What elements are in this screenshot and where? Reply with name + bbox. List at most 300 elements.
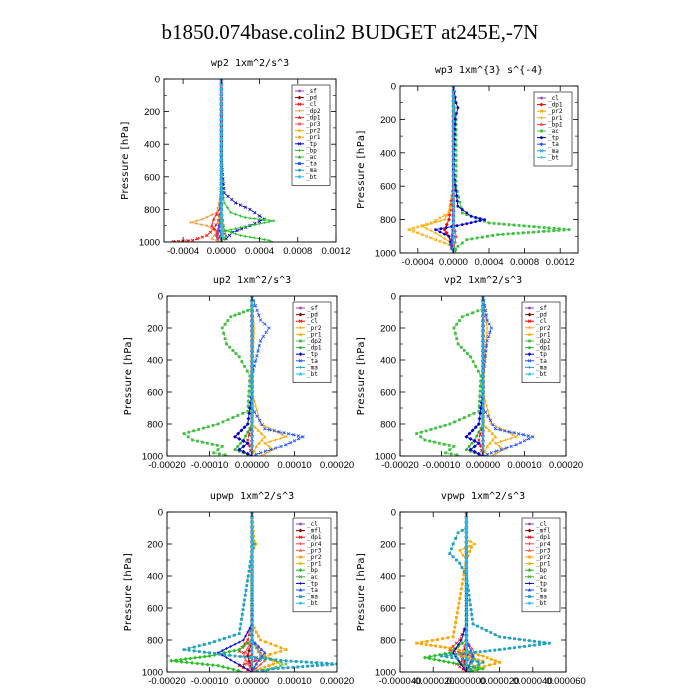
data-point <box>472 623 475 626</box>
legend <box>292 85 330 185</box>
data-point <box>465 616 468 619</box>
data-point <box>538 641 541 644</box>
chart-panel-5 <box>123 491 354 687</box>
data-point <box>453 626 456 629</box>
data-point <box>454 621 457 624</box>
legend-marker <box>528 562 531 565</box>
data-point <box>503 636 506 639</box>
data-point <box>518 646 521 649</box>
legend-label: _bp <box>307 567 318 575</box>
data-point <box>305 661 308 664</box>
legend-label: _cl <box>536 318 547 326</box>
y-tick-label: 1000 <box>141 667 163 679</box>
data-point <box>193 649 196 652</box>
legend-label: _ma <box>548 147 559 155</box>
data-point <box>415 432 418 435</box>
legend-label: _dp1 <box>307 534 322 542</box>
data-point <box>465 621 468 624</box>
data-point <box>218 639 221 642</box>
data-point <box>468 414 471 417</box>
chart-panel-1 <box>120 58 351 257</box>
data-point <box>508 637 511 640</box>
data-point <box>217 448 220 451</box>
data-point <box>251 621 254 624</box>
data-point <box>468 594 471 597</box>
data-point <box>208 654 212 658</box>
data-point <box>455 337 458 340</box>
y-tick-label: 800 <box>147 635 163 647</box>
legend-label: _dp2 <box>536 338 551 345</box>
y-tick-label: 200 <box>147 323 163 335</box>
data-point <box>483 665 486 668</box>
data-point <box>493 662 496 665</box>
data-point <box>234 655 237 658</box>
data-point <box>444 451 447 454</box>
data-point <box>461 212 464 215</box>
data-point <box>216 664 220 668</box>
legend <box>293 302 331 383</box>
data-point <box>231 667 235 671</box>
data-point <box>428 440 431 443</box>
legend-label: _pr1 <box>307 331 322 339</box>
data-point <box>470 613 473 616</box>
data-point <box>447 660 451 664</box>
data-point <box>251 521 254 524</box>
data-point <box>523 645 526 648</box>
data-point <box>300 660 303 663</box>
legend-label: _bt <box>307 600 318 608</box>
data-point <box>223 637 226 640</box>
data-point <box>229 228 232 231</box>
data-point <box>548 227 551 230</box>
x-tick-label: 0.0004 <box>245 246 275 257</box>
data-point <box>195 662 199 666</box>
x-tick-label: 0.0000 <box>206 246 236 257</box>
data-point <box>448 647 451 650</box>
data-point <box>450 656 453 659</box>
data-point <box>239 627 242 630</box>
y-tick-label: 200 <box>147 539 163 551</box>
legend-marker <box>540 97 543 100</box>
data-point <box>236 414 239 417</box>
data-point <box>238 355 241 358</box>
x-tick-label: 0.000060 <box>546 676 586 687</box>
legend-label: _dp1 <box>536 344 551 352</box>
data-point <box>456 657 459 660</box>
legend-marker <box>299 307 302 310</box>
legend-marker <box>299 562 302 565</box>
data-point <box>454 332 457 335</box>
data-point <box>513 637 516 640</box>
legend-label: _pr3 <box>536 547 551 555</box>
data-point <box>477 653 480 656</box>
series-line-bp <box>171 512 252 672</box>
data-point <box>431 639 434 642</box>
data-point <box>458 649 461 652</box>
data-point <box>461 529 464 532</box>
legend-label: _pr2 <box>536 324 551 332</box>
data-point <box>239 442 242 445</box>
data-point <box>533 644 536 647</box>
data-point <box>326 663 329 666</box>
data-point <box>465 521 468 524</box>
data-point <box>274 439 277 442</box>
x-tick-label: 0.00000 <box>465 460 501 471</box>
data-point <box>490 327 493 330</box>
data-point <box>237 437 241 441</box>
data-point <box>441 637 444 640</box>
data-point <box>263 427 266 430</box>
data-point <box>465 566 468 569</box>
data-point <box>251 626 254 629</box>
data-point <box>201 218 204 221</box>
data-point <box>224 323 227 326</box>
data-point <box>316 664 319 667</box>
series-line-dp2 <box>191 79 222 242</box>
data-point <box>465 631 468 634</box>
data-point <box>254 404 257 407</box>
data-point <box>465 536 468 539</box>
data-point <box>474 220 477 223</box>
legend-label: _bt <box>306 173 317 181</box>
data-point <box>263 238 266 241</box>
data-point <box>240 618 243 621</box>
data-point <box>458 602 461 605</box>
data-point <box>474 651 477 654</box>
data-point <box>198 644 201 647</box>
legend-label: _sf <box>536 305 547 312</box>
legend-label: _pr2 <box>548 108 563 116</box>
data-point <box>445 226 448 229</box>
data-point <box>448 552 451 555</box>
data-point <box>268 239 271 242</box>
data-point <box>213 640 216 643</box>
data-point <box>486 235 489 238</box>
data-point <box>251 576 254 579</box>
data-point <box>455 323 458 326</box>
data-point <box>251 636 254 639</box>
data-point <box>533 640 536 643</box>
data-point <box>452 645 455 648</box>
data-point <box>469 437 473 441</box>
x-tick-label: 0.00010 <box>277 676 312 687</box>
data-point <box>466 313 469 316</box>
x-tick-label: 0.00010 <box>277 460 312 471</box>
legend-label: _cl <box>307 521 318 528</box>
data-point <box>272 667 275 670</box>
data-point <box>465 238 468 241</box>
y-tick-label: 600 <box>147 387 163 399</box>
data-point <box>226 666 230 670</box>
x-tick-label: -0.00010 <box>422 460 461 471</box>
data-point <box>241 360 244 363</box>
data-point <box>485 629 488 632</box>
data-point <box>243 599 246 602</box>
data-point <box>234 448 237 451</box>
legend-marker <box>528 346 531 349</box>
data-point <box>471 618 474 621</box>
series-line-bp <box>221 79 274 242</box>
data-point <box>263 425 266 428</box>
data-point <box>225 343 228 346</box>
x-tick-label: -0.00010 <box>190 460 229 471</box>
legend-label: _ma <box>306 167 317 175</box>
data-point <box>452 543 455 546</box>
data-point <box>473 412 476 415</box>
data-point <box>465 581 468 584</box>
data-point <box>187 431 190 434</box>
data-point <box>263 666 266 669</box>
data-point <box>469 651 472 654</box>
panel-title: upwp 1xm^2/s^3 <box>209 491 295 502</box>
data-point <box>458 418 461 421</box>
data-point <box>183 648 186 651</box>
data-point <box>486 656 489 659</box>
series-line-tp <box>221 79 264 242</box>
data-point <box>248 390 251 393</box>
data-point <box>489 631 492 634</box>
data-point <box>528 639 531 642</box>
data-point <box>206 442 209 445</box>
legend-label: _cl <box>306 101 317 109</box>
data-point <box>450 547 453 550</box>
data-point <box>453 445 456 448</box>
data-point <box>473 543 476 546</box>
data-point <box>282 667 285 670</box>
data-point <box>251 571 254 574</box>
data-point <box>434 228 437 231</box>
data-point <box>285 659 288 662</box>
data-point <box>461 208 464 211</box>
data-point <box>465 586 468 589</box>
legend-marker <box>298 169 301 172</box>
data-point <box>272 219 275 222</box>
legend-label: _ac <box>307 573 318 581</box>
data-point <box>488 222 491 225</box>
data-point <box>429 644 432 647</box>
legend-label: _pr3 <box>307 547 322 555</box>
y-tick-label: 200 <box>380 114 396 126</box>
data-point <box>264 657 267 660</box>
y-tick-label: 200 <box>144 107 160 119</box>
legend-label: _ma <box>536 593 547 601</box>
data-point <box>465 641 468 644</box>
data-point <box>439 425 442 428</box>
data-point <box>241 412 244 415</box>
data-point <box>498 222 501 225</box>
data-point <box>188 649 191 652</box>
data-point <box>465 651 468 654</box>
data-point <box>474 365 477 368</box>
data-point <box>568 228 571 231</box>
data-point <box>558 229 561 232</box>
data-point <box>234 213 237 216</box>
data-point <box>503 648 506 651</box>
data-point <box>253 223 256 226</box>
data-point <box>488 664 491 667</box>
data-point <box>200 223 203 226</box>
x-tick-label: -0.000020 <box>411 676 455 687</box>
data-point <box>465 626 468 629</box>
data-point <box>207 425 210 428</box>
data-point <box>432 657 436 661</box>
data-point <box>458 549 461 552</box>
data-point <box>503 223 506 226</box>
legend-label: _sf <box>306 88 317 95</box>
y-tick-label: 400 <box>147 355 163 367</box>
data-point <box>423 656 427 660</box>
chart-panel-2 <box>356 65 578 268</box>
data-point <box>215 223 218 226</box>
data-point <box>228 346 231 349</box>
x-tick-label: 0.00020 <box>548 460 584 471</box>
y-tick-label: 800 <box>380 635 396 647</box>
data-point <box>218 452 221 455</box>
data-point <box>430 222 433 225</box>
data-point <box>221 327 224 330</box>
data-point <box>192 429 195 432</box>
data-point <box>455 653 458 656</box>
data-point <box>459 592 462 595</box>
data-point <box>499 440 502 443</box>
legend-marker <box>298 123 301 126</box>
data-point <box>465 448 468 451</box>
data-point <box>227 195 230 198</box>
data-point <box>473 666 476 669</box>
legend-label: _cl <box>548 95 559 102</box>
data-point <box>253 211 256 214</box>
legend-label: _cl <box>536 521 547 528</box>
legend-label: _ac <box>548 128 559 135</box>
data-point <box>251 561 254 564</box>
data-point <box>443 443 446 446</box>
x-tick-label: 0.0000 <box>438 257 468 268</box>
data-point <box>461 566 464 569</box>
data-point <box>434 645 437 648</box>
data-point <box>274 651 277 654</box>
legend-label: _te <box>536 587 547 594</box>
data-point <box>169 659 173 663</box>
y-tick-label: 800 <box>380 215 396 227</box>
data-point <box>452 555 455 558</box>
data-point <box>248 570 251 573</box>
y-tick-label: 0 <box>154 74 160 86</box>
legend-label: _tp <box>307 580 318 588</box>
data-point <box>246 309 249 312</box>
data-point <box>455 169 458 172</box>
data-point <box>227 319 230 322</box>
data-point <box>468 599 471 602</box>
data-point <box>189 221 192 224</box>
data-point <box>251 526 254 529</box>
data-point <box>523 639 526 642</box>
x-tick-label: 0.00000 <box>234 460 270 471</box>
y-tick-label: 0 <box>390 81 396 93</box>
data-point <box>195 219 198 222</box>
x-tick-label: -0.00010 <box>190 676 229 687</box>
data-point <box>202 427 205 430</box>
data-point <box>528 644 531 647</box>
legend-label: _tp <box>536 351 547 359</box>
data-point <box>563 229 566 232</box>
data-point <box>229 315 232 318</box>
legend-label: _pd <box>536 311 547 319</box>
data-point <box>285 648 288 651</box>
data-point <box>457 531 460 534</box>
data-point <box>504 439 507 442</box>
data-point <box>331 663 334 666</box>
data-point <box>440 655 443 658</box>
data-point <box>465 541 468 544</box>
legend-label: _dp1 <box>548 101 563 109</box>
data-point <box>479 650 482 653</box>
data-point <box>469 355 472 358</box>
data-point <box>424 439 427 442</box>
legend-label: _pr3 <box>306 121 321 128</box>
data-point <box>489 649 492 652</box>
legend-label: _pd <box>307 311 318 319</box>
data-point <box>221 665 225 669</box>
data-point <box>459 652 462 655</box>
data-point <box>455 164 458 167</box>
data-point <box>244 216 247 219</box>
legend-label: _dp1 <box>536 534 551 542</box>
data-point <box>229 654 232 657</box>
data-point <box>254 657 257 660</box>
data-point <box>467 656 470 659</box>
data-point <box>456 205 459 208</box>
legend-label: _ta <box>536 357 547 365</box>
data-point <box>306 665 309 668</box>
data-point <box>436 638 439 641</box>
data-point <box>238 632 241 635</box>
data-point <box>543 642 546 645</box>
data-point <box>455 616 458 619</box>
data-point <box>290 660 293 663</box>
data-point <box>443 233 446 236</box>
data-point <box>439 217 442 220</box>
x-tick-label: -0.0004 <box>166 246 200 257</box>
legend-label: _dp1 <box>306 114 321 122</box>
data-point <box>445 655 448 658</box>
data-point <box>251 531 254 534</box>
legend-marker <box>528 523 531 526</box>
data-point <box>456 200 459 203</box>
data-point <box>188 656 192 660</box>
data-point <box>203 655 207 659</box>
data-point <box>494 659 497 662</box>
legend-marker <box>299 602 302 605</box>
data-point <box>470 608 473 611</box>
data-point <box>190 661 194 665</box>
data-point <box>493 649 496 652</box>
legend-marker <box>540 136 543 139</box>
data-point <box>261 669 264 672</box>
data-point <box>456 106 459 109</box>
data-point <box>223 653 226 656</box>
data-point <box>184 657 188 661</box>
data-point <box>251 541 254 544</box>
panel-title: wp2 1xm^2/s^3 <box>210 58 290 69</box>
data-point <box>245 589 248 592</box>
data-point <box>479 390 482 393</box>
data-point <box>476 237 479 240</box>
data-point <box>547 230 550 233</box>
data-point <box>310 661 313 664</box>
data-point <box>438 442 441 445</box>
data-point <box>468 545 471 548</box>
data-point <box>456 611 459 614</box>
